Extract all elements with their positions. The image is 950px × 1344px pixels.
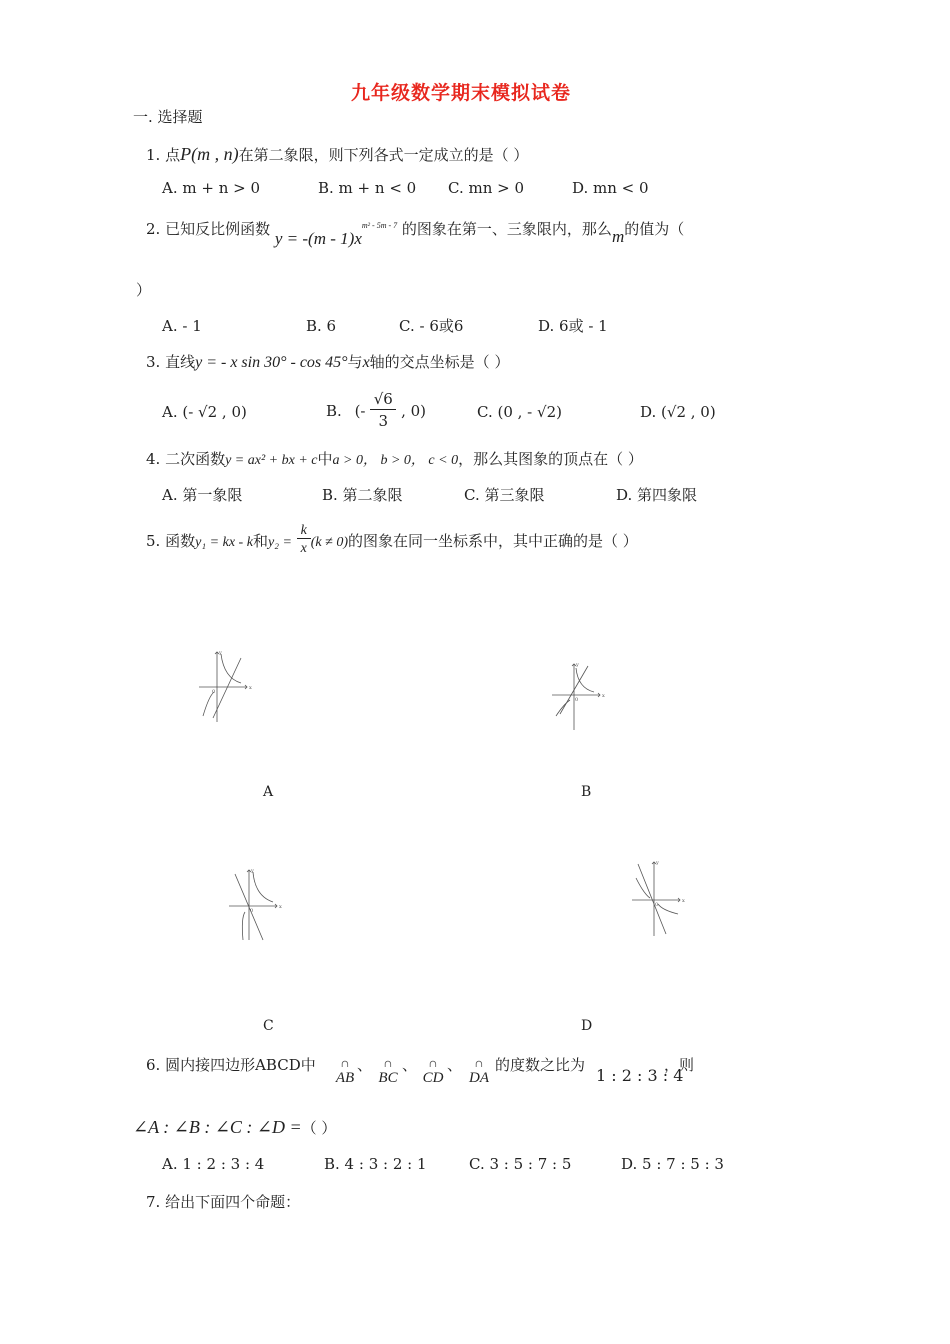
q3-fraction-den: 3 [378,412,389,430]
graph-c-svg [225,866,285,944]
q5-graph-b [548,660,608,732]
q6-option-b[interactable]: B. 4 : 3 : 2 : 1 [324,1155,427,1173]
q1-option-a[interactable]: A. m + n > 0 [162,179,261,197]
q2-math: y = -(m - 1)x [274,229,362,248]
q3-stem-mid: 与 [347,353,363,371]
q6-sep: 、 [402,1056,418,1074]
q1-option-b[interactable]: B. m + n < 0 [318,179,417,197]
q6-arc-label: CD [422,1070,444,1086]
q5-fraction [297,524,311,556]
q4-condition: a > 0， b > 0， c < 0 [332,453,459,468]
graph-b-x-label: x [602,693,605,699]
q3-stem-tail: 轴的交点坐标是（ ） [369,353,510,371]
q2-option-d[interactable]: D. 6或 - 1 [538,317,608,335]
q6-stem-tail: ，则 [664,1056,695,1074]
q2-stem [146,220,685,248]
q3-stem [146,355,509,371]
q3-x: x [362,354,370,371]
q6-option-d[interactable]: D. 5 : 7 : 5 : 3 [621,1155,724,1173]
q5-fraction-num: k [297,524,311,539]
q3-option-b-letter: B. [326,402,342,420]
q4-stem [146,452,643,468]
q6-stem-mid: 的度数之比为 [495,1056,586,1074]
arc-mark-icon: ∩ [383,1059,393,1070]
question-7: 7. 给出下面四个命题： [146,1193,301,1211]
q5-stem-text: 5. 函数 [146,532,196,550]
q6-line-2 [133,1118,336,1136]
graph-b-y-label: y [576,662,579,668]
q1-option-c[interactable]: C. mn > 0 [448,179,525,197]
q6-stem-text: 6. 圆内接四边形ABCD中 [146,1056,316,1074]
q4-option-c[interactable]: C. 第三象限 [464,486,545,504]
graph-a-y-label: y [219,650,222,656]
q3-fraction-num: √6 [370,392,396,410]
graph-a-svg [195,648,255,726]
q2-option-b[interactable]: B. 6 [306,317,337,335]
q2-option-c[interactable]: C. - 6或6 [399,317,464,335]
q5-stem-tail: 的图象在同一坐标系中，其中正确的是（ ） [348,532,638,550]
q5-stem [146,524,638,556]
graph-b-svg [548,660,608,732]
q3-option-b-fraction [370,392,396,429]
q3-option-d[interactable]: D. (√2 , 0) [640,403,716,421]
q1-math: P(m , n) [180,144,239,164]
graph-d-y-label: y [656,860,659,866]
q6-line2-end: （ ） [301,1119,337,1137]
q4-stem-tail: ，那么其图象的顶点在（ ） [458,450,643,468]
q5-label-a: A [263,784,274,800]
q5-label-b: B [581,784,592,800]
q3-option-b-post: , 0) [401,402,426,420]
q1-stem-text: 1. 点 [146,146,181,164]
q5-math-3: (k ≠ 0) [310,535,348,550]
q2-stem-tail: 的值为（ [624,220,685,238]
page-title: 九年级数学期末模拟试卷 [351,82,572,104]
graph-c-y-label: y [251,868,254,874]
arc-mark-icon: ∩ [428,1059,438,1070]
q1-stem-tail: 在第二象限，则下列各式一定成立的是（ ） [238,146,529,164]
q5-graph-d [628,858,688,938]
graph-c-origin: 0 [250,908,254,914]
q1-stem [146,145,528,163]
q5-graph-a [195,648,255,726]
arc-mark-icon: ∩ [340,1059,350,1070]
section-heading: 一. 选择题 [133,108,203,126]
q4-stem-mid: 中 [317,450,333,468]
arc-mark-icon: ∩ [474,1059,484,1070]
graph-a-x-label: x [249,685,252,691]
q3-option-c[interactable]: C. (0 , - √2) [477,403,562,421]
q5-math-1: y₁ = kx - k [195,535,253,550]
q3-stem-text: 3. 直线 [146,353,196,371]
q6-option-a[interactable]: A. 1 : 2 : 3 : 4 [162,1155,265,1173]
graph-b-origin: 0 [575,697,579,703]
graph-c-x-label: x [279,904,282,910]
q6-ratio: 1 : 2 : 3 : 4 [596,1066,684,1085]
q4-option-b[interactable]: B. 第二象限 [322,486,403,504]
q6-arc-label: AB [335,1070,355,1086]
q2-m: m [611,227,625,246]
q2-stem-text: 2. 已知反比例函数 [146,220,271,238]
q6-arc-bc [376,1060,400,1086]
q6-sep: 、 [447,1056,463,1074]
q5-math-2: y₂ = [267,535,292,550]
q6-angles: ∠A : ∠B : ∠C : ∠D = [133,1117,302,1137]
q2-exponent: m² - 5m - 7 [361,221,398,230]
q2-stem-mid: 的图象在第一、三象限内，那么 [401,220,612,238]
q6-arc-label: BC [378,1070,398,1086]
q6-arc-ab [333,1060,357,1086]
graph-d-svg [628,858,688,938]
q3-option-a[interactable]: A. (- √2 , 0) [162,403,247,421]
q5-graph-c [225,866,285,944]
q1-option-d[interactable]: D. mn < 0 [572,179,649,197]
q5-label-c: C [263,1018,274,1034]
graph-d-x-label: x [682,898,685,904]
q4-math: y = ax² + bx + c [225,453,318,468]
q4-option-d[interactable]: D. 第四象限 [616,486,698,504]
graph-a-origin: 0 [212,689,216,695]
q6-arc-da [467,1060,491,1086]
q6-sep: 、 [357,1056,373,1074]
q5-fraction-den: x [300,541,307,556]
q5-stem-and: 和 [252,532,268,550]
q6-arc-cd [421,1060,445,1086]
q2-option-a[interactable]: A. - 1 [162,317,202,335]
q3-math: y = - x sin 30° - cos 45° [195,354,348,371]
q6-arc-label: DA [469,1070,489,1086]
q3-option-b[interactable] [326,392,426,432]
q3-option-b-pre: (- [354,402,366,420]
graph-d-origin: 0 [655,902,659,908]
q6-option-c[interactable]: C. 3 : 5 : 7 : 5 [469,1155,572,1173]
q4-stem-text: 4. 二次函数 [146,450,226,468]
q4-option-a[interactable]: A. 第一象限 [162,486,243,504]
q2-stem-close: ） [136,281,152,299]
q5-label-d: D [581,1018,593,1034]
